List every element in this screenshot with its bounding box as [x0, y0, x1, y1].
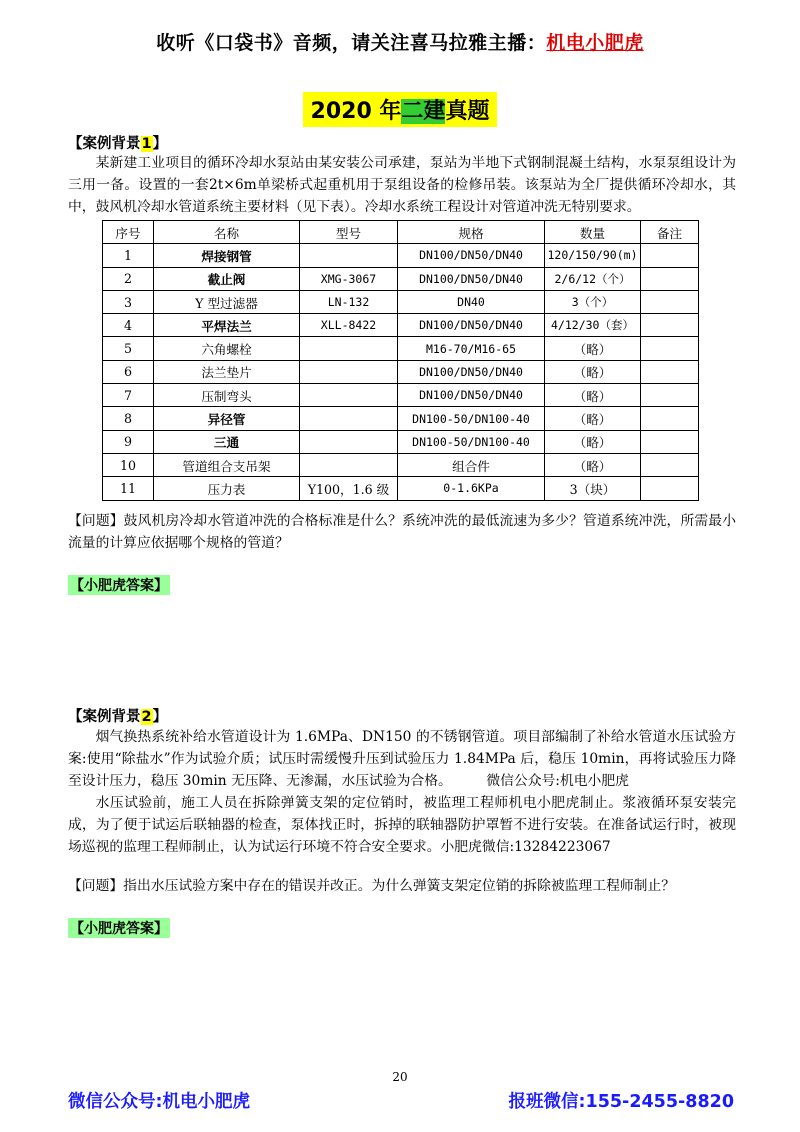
- cell-remark: [641, 290, 699, 313]
- cell-spec: DN100-50/DN100-40: [398, 430, 545, 453]
- case1-answer-label: 【小肥虎答案】: [68, 575, 170, 595]
- cell-qty: （略）: [545, 384, 641, 407]
- cell-qty: 120/150/90(m): [545, 244, 641, 267]
- case2-label: 【案例背景: [68, 709, 141, 725]
- cell-index: 2: [103, 267, 154, 290]
- cell-remark: [641, 267, 699, 290]
- cell-remark: [641, 314, 699, 337]
- cell-model: Y100，1.6 级: [300, 477, 398, 500]
- cell-spec: 组合件: [398, 453, 545, 476]
- case2-answer-label: 【小肥虎答案】: [68, 918, 170, 938]
- cell-remark: [641, 477, 699, 500]
- table-row: [103, 430, 699, 453]
- case1-body: 某新建工业项目的循环冷却水泵站由某安装公司承建，泵站为半地下式钢制混凝土结构，水泵泵组设计为三用一备。设置的一套2t×6m单梁桥式起重机用于泵组设备的检修吊装。该泵站为全厂提供循环冷却水，其中，鼓风机冷却水管道系统主要材料（见下表）。冷却水系统工程设计对管道冲洗无特别要求。: [68, 155, 736, 215]
- cell-model: [300, 384, 398, 407]
- cell-qty: 4/12/30（套）: [545, 314, 641, 337]
- table-row: [103, 267, 699, 290]
- page-header: [0, 28, 800, 55]
- cell-spec: DN100-50/DN100-40: [398, 407, 545, 430]
- cell-spec: DN40: [398, 290, 545, 313]
- cell-spec: M16-70/M16-65: [398, 337, 545, 360]
- table-row: [103, 477, 699, 500]
- title-year: 2020 年: [310, 99, 402, 124]
- cell-name: 异径管: [154, 407, 300, 430]
- col-header-model: 型号: [300, 221, 398, 244]
- header-brand: 机电小肥虎: [546, 32, 644, 54]
- header-text: 收听《口袋书》音频，请关注喜马拉雅主播：: [156, 32, 547, 54]
- cell-remark: [641, 430, 699, 453]
- table-row: [103, 244, 699, 267]
- cell-name: 截止阀: [154, 267, 300, 290]
- cell-index: 10: [103, 453, 154, 476]
- cell-qty: （略）: [545, 337, 641, 360]
- col-header-name: 名称: [154, 221, 300, 244]
- case2-heading: [68, 705, 167, 726]
- cell-spec: DN100/DN50/DN40: [398, 384, 545, 407]
- cell-remark: [641, 407, 699, 430]
- col-header-qty: 数量: [545, 221, 641, 244]
- page-title: [0, 92, 800, 127]
- cell-name: 三通: [154, 430, 300, 453]
- table-row: [103, 337, 699, 360]
- cell-name: 压力表: [154, 477, 300, 500]
- table-row: [103, 290, 699, 313]
- table-header-row: [103, 221, 699, 244]
- cell-model: [300, 453, 398, 476]
- table-row: [103, 407, 699, 430]
- cell-remark: [641, 244, 699, 267]
- cell-model: [300, 430, 398, 453]
- case1-question: 【问题】鼓风机房冷却水管道冲洗的合格标准是什么？系统冲洗的最低流速为多少？管道系统冲洗，所需最小流量的计算应依据哪个规格的管道？: [68, 513, 736, 551]
- case2-label-close: 】: [152, 709, 168, 725]
- cell-index: 3: [103, 290, 154, 313]
- col-header-spec: 规格: [398, 221, 545, 244]
- title-tail: 真题: [445, 99, 490, 124]
- cell-model: [300, 337, 398, 360]
- cell-qty: （略）: [545, 407, 641, 430]
- cell-index: 9: [103, 430, 154, 453]
- cell-model: XLL-8422: [300, 314, 398, 337]
- cell-spec: DN100/DN50/DN40: [398, 244, 545, 267]
- case2-body-1: 烟气换热系统补给水管道设计为 1.6MPa、DN150 的不锈钢管道。项目部编制了补给水管道水压试验方案:使用“除盐水”作为试验介质；试压时需缓慢升压到试验压力 1.84MPa 后，稳压 10min，再将试验压力降至设计压力，稳压 30min 无压降、无渗漏，水压试验为合格。 微信公众号:机电小肥虎: [68, 729, 736, 789]
- case1-label: 【案例背景: [68, 136, 141, 152]
- cell-name: 管道组合支吊架: [154, 453, 300, 476]
- table-row: [103, 360, 699, 383]
- case2-number: 2: [141, 709, 152, 725]
- cell-model: LN-132: [300, 290, 398, 313]
- cell-name: 法兰垫片: [154, 360, 300, 383]
- cell-spec: DN100/DN50/DN40: [398, 314, 545, 337]
- cell-model: [300, 244, 398, 267]
- case2-question: 【问题】指出水压试验方案中存在的错误并改正。为什么弹簧支架定位销的拆除被监理工程师制止？: [68, 878, 676, 894]
- cell-qty: 3（块）: [545, 477, 641, 500]
- cell-qty: 3（个）: [545, 290, 641, 313]
- cell-index: 8: [103, 407, 154, 430]
- cell-spec: DN100/DN50/DN40: [398, 267, 545, 290]
- cell-index: 11: [103, 477, 154, 500]
- cell-name: 焊接钢管: [154, 244, 300, 267]
- cell-spec: 0-1.6KPa: [398, 477, 545, 500]
- cell-remark: [641, 337, 699, 360]
- materials-table: [102, 220, 699, 501]
- cell-model: [300, 360, 398, 383]
- cell-qty: （略）: [545, 360, 641, 383]
- case2-body-2: 水压试验前，施工人员在拆除弹簧支架的定位销时，被监理工程师机电小肥虎制止。浆液循环泵安装完成，为了便于试运后联轴器的检查，泵体找正时，拆掉的联轴器防护罩暂不进行安装。在准备试运行时，被现场巡视的监理工程师制止，认为试运行环境不符合安全要求。小肥虎微信:13284223067: [68, 795, 736, 855]
- footer-right: 报班微信:155-2455-8820: [508, 1092, 734, 1112]
- cell-index: 7: [103, 384, 154, 407]
- cell-qty: 2/6/12（个）: [545, 267, 641, 290]
- table-row: [103, 384, 699, 407]
- case1-number: 1: [141, 136, 152, 152]
- cell-model: [300, 407, 398, 430]
- cell-name: 六角螺栓: [154, 337, 300, 360]
- cell-name: 压制弯头: [154, 384, 300, 407]
- cell-remark: [641, 384, 699, 407]
- cell-name: 平焊法兰: [154, 314, 300, 337]
- cell-index: 1: [103, 244, 154, 267]
- cell-index: 5: [103, 337, 154, 360]
- case1-label-close: 】: [152, 136, 168, 152]
- page-number: 20: [392, 1070, 408, 1084]
- cell-model: XMG-3067: [300, 267, 398, 290]
- cell-spec: DN100/DN50/DN40: [398, 360, 545, 383]
- cell-qty: （略）: [545, 430, 641, 453]
- cell-index: 4: [103, 314, 154, 337]
- col-header-index: 序号: [103, 221, 154, 244]
- cell-remark: [641, 453, 699, 476]
- cell-qty: （略）: [545, 453, 641, 476]
- cell-name: Y 型过滤器: [154, 290, 300, 313]
- table-row: [103, 453, 699, 476]
- cell-index: 6: [103, 360, 154, 383]
- title-box: [303, 92, 498, 127]
- title-highlight: 二建: [401, 99, 446, 124]
- case1-heading: [68, 132, 167, 153]
- table-row: [103, 314, 699, 337]
- cell-remark: [641, 360, 699, 383]
- col-header-remark: 备注: [641, 221, 699, 244]
- footer-left: 微信公众号:机电小肥虎: [68, 1092, 250, 1112]
